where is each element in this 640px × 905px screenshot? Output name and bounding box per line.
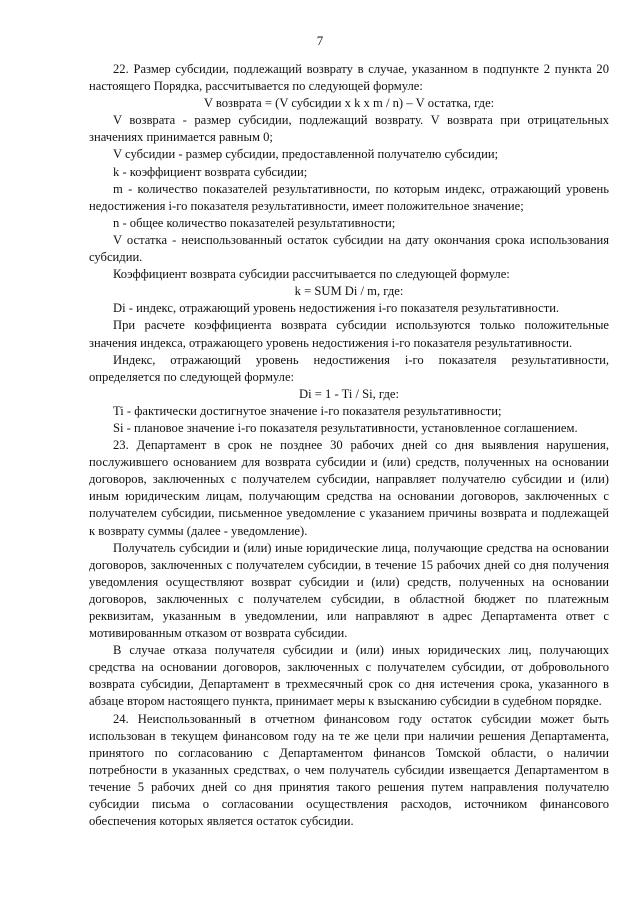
paragraph: Получатель субсидии и (или) иные юридические лица, получающие средства на основании договоров, заключенных с получателем субсидии, в течение 15 рабочих дней со дня получения уведомления осуществляют возврат субсидии и (или) средств, полученных на основании договоров, заключенных с получателем субсидии, в областной бюджет по платежным реквизитам, указанным в уведомлении, или направляют в адрес Департамента ответ с мотивированным отказом от возврата субсидии. [89, 540, 609, 641]
paragraph: 22. Размер субсидии, подлежащий возврату в случае, указанном в подпункте 2 пункта 20 настоящего Порядка, рассчитывается по следующей формуле: [89, 62, 609, 94]
paragraph: m - количество показателей результативности, по которым индекс, отражающий уровень недостижения i-го показателя результативности, имеет положительное значение; [89, 181, 609, 213]
paragraph: Si - плановое значение i-го показателя результативности, установленное соглашением. [113, 420, 578, 435]
paragraph: V возврата = (V субсидии x k x m / n) – V остатка, где: [203, 96, 495, 111]
document-body [89, 61, 609, 830]
paragraph: Di = 1 - Ti / Si, где: [299, 386, 399, 401]
paragraph: Коэффициент возврата субсидии рассчитывается по следующей формуле: [113, 267, 510, 282]
paragraph: 24. Неиспользованный в отчетном финансовом году остаток субсидии может быть использован в текущем финансовом году на те же цели при наличии решения Департамента, принятого по согласованию с Департаментом финансов Томской области, о наличии потребности в указанных средствах, о чем получатель субсидии извещается Департаментом в течение 5 рабочих дней со дня принятия такого решения путем направления получателю субсидии письма о согласовании осуществления расходов, источником финансового обеспечения которых является остаток субсидии. [89, 711, 609, 829]
page-number: 7 [316, 33, 324, 48]
paragraph: k = SUM Di / m, где: [294, 284, 404, 299]
paragraph: Di - индекс, отражающий уровень недостижения i-го показателя результативности. [113, 301, 560, 316]
paragraph: k - коэффициент возврата субсидии; [113, 164, 308, 179]
paragraph: Ti - фактически достигнутое значение i-го показателя результативности; [113, 403, 502, 418]
paragraph: n - общее количество показателей результативности; [113, 215, 396, 230]
paragraph: V возврата - размер субсидии, подлежащий возврату. V возврата при отрицательных значениях принимается равным 0; [89, 113, 609, 145]
paragraph: При расчете коэффициента возврата субсидии используются только положительные значения индекса, отражающего уровень недостижения i-го показателя результативности. [89, 318, 609, 350]
paragraph: В случае отказа получателя субсидии и (или) иных юридических лиц, получающих средства на основании договоров, заключенных с получателем субсидии, от добровольного возврата субсидии, Департамент в трехмесячный срок со дня истечения срока, указанного в абзаце втором настоящего пункта, принимает меры к взысканию субсидии в судебном порядке. [89, 643, 609, 709]
paragraph: 23. Департамент в срок не позднее 30 рабочих дней со дня выявления нарушения, послужившего основанием для возврата субсидии и (или) средств, полученных на основании договоров, заключенных с получателем субсидии, направляет получателю субсидии и (или) иным юридическим лицам, получающим средства на основании договоров, заключенных с получателем субсидии, письменное уведомление с указанием причины возврата и подлежащей к возврату суммы (далее - уведомление). [89, 438, 609, 538]
paragraph: Индекс, отражающий уровень недостижения i-го показателя результативности, определяется по следующей формуле: [89, 352, 609, 384]
paragraph: V остатка - неиспользованный остаток субсидии на дату окончания срока использования субсидии. [89, 232, 609, 265]
paragraph: V субсидии - размер субсидии, предоставленной получателю субсидии; [113, 147, 499, 162]
